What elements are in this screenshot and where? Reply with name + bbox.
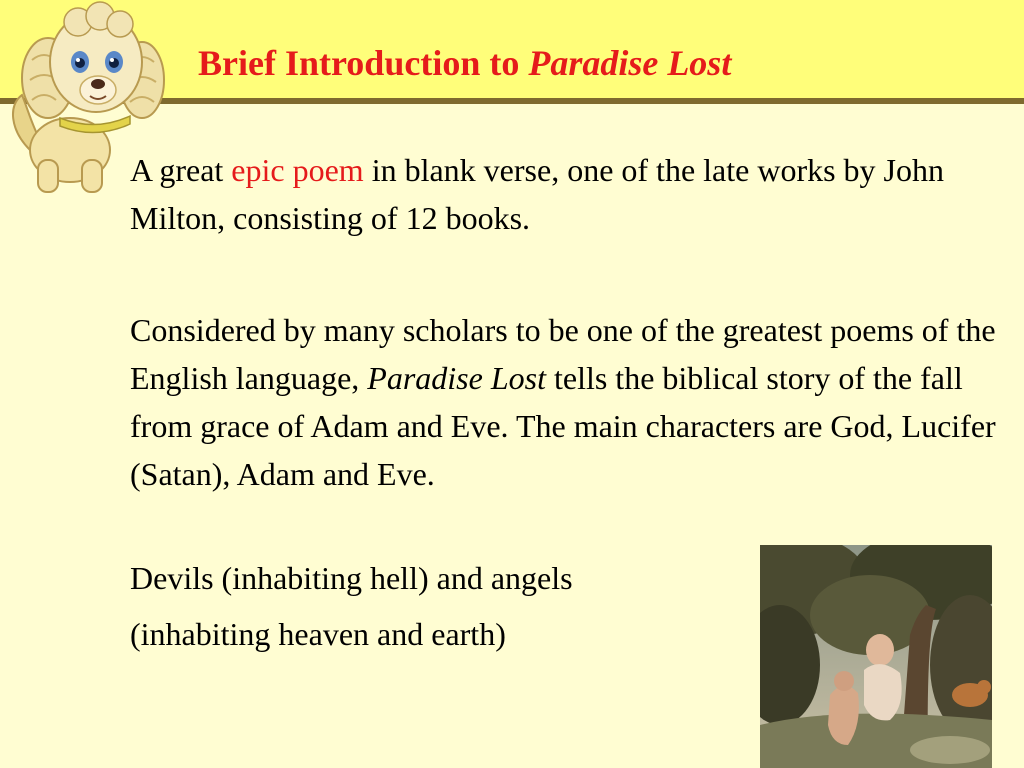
paragraph-epic-poem [130,146,1010,242]
paragraph1-text-start: A great [130,152,232,188]
slide-title [198,44,731,84]
paradise-lost-italic: Paradise Lost [367,360,546,396]
adam-and-eve-painting [760,545,992,768]
epic-poem-highlight: epic poem [231,152,364,188]
title-text: Brief Introduction to [198,43,529,83]
title-italic-text: Paradise Lost [528,43,732,83]
angels-line: (inhabiting heaven and earth) [130,616,506,652]
paragraph2-text-end: tells the biblical story of the fall from grace of Adam and Eve. The main characters are God, Lucifer (Satan), Adam and Eve. [130,360,996,492]
paragraph-scholars [130,306,1010,498]
paragraph1-text-end: in blank verse, one of the late works by John Milton, consisting of 12 books. [130,152,944,236]
paragraph2-text-start: Considered by many scholars to be one of the greatest poems of the English language, [130,312,996,396]
devils-line: Devils (inhabiting hell) and angels [130,560,573,596]
